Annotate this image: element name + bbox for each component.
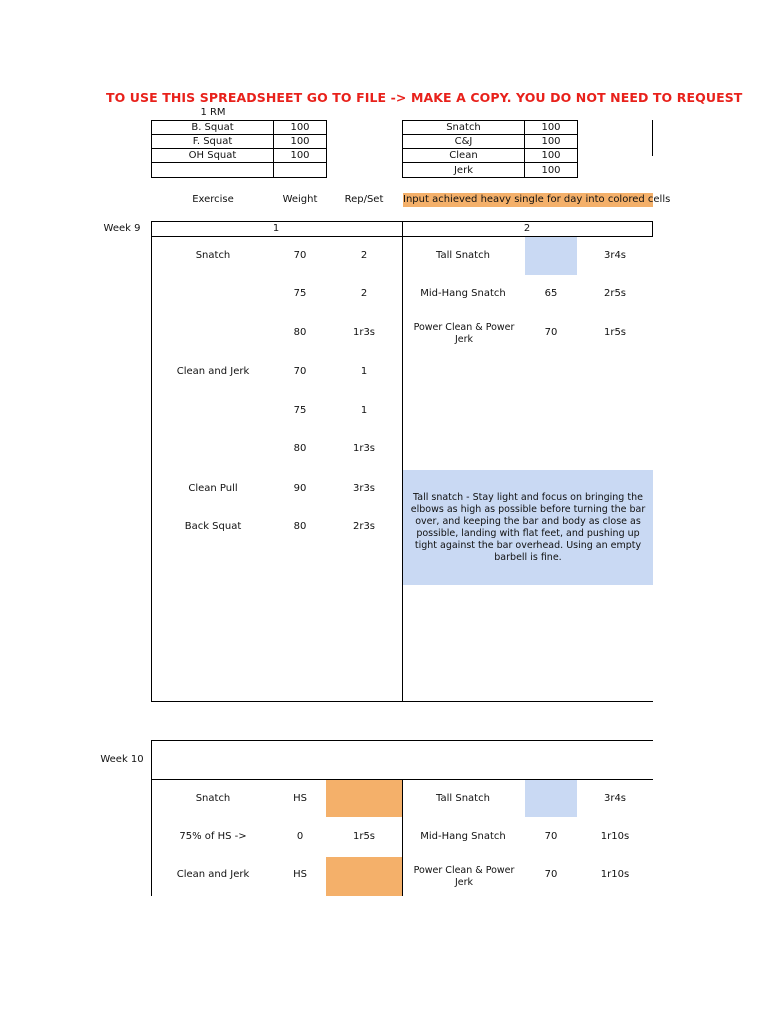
rm-value-cell[interactable]: 100 [524,120,578,135]
rm-value-cell[interactable]: 100 [524,148,578,163]
reps-cell[interactable]: 3r4s [603,793,627,804]
week10-label: Week 10 [100,754,144,765]
weight-cell[interactable]: HS [293,793,307,804]
reps-cell[interactable]: 1r5s [603,327,627,338]
reps-cell[interactable]: 1r3s [352,327,376,338]
exercise-cell[interactable]: Tall Snatch [436,250,490,261]
rm-value-cell[interactable]: 100 [524,162,578,178]
weight-cell[interactable]: 75 [293,405,307,416]
weight-cell[interactable]: 70 [544,831,558,842]
instruction-cell [403,193,671,207]
rm-label-cell[interactable]: B. Squat [151,120,274,135]
weight-cell[interactable]: 70 [293,250,307,261]
exercise-cell[interactable]: Snatch [195,250,231,261]
reps-cell[interactable]: 3r3s [352,483,376,494]
reps-cell[interactable]: 1r10s [600,831,630,842]
weight-cell[interactable]: 65 [544,288,558,299]
heavy-single-input[interactable] [525,237,577,275]
rm-value-cell[interactable] [273,162,327,178]
reps-cell[interactable]: 1 [360,405,368,416]
week9-bottom-border [151,701,653,702]
rm-title: 1 RM [200,107,226,118]
reps-cell[interactable]: 2r3s [352,521,376,532]
exercise-header: Exercise [192,194,234,205]
week10-divider [402,779,403,896]
week9-left-border [151,221,152,702]
rm-label-cell[interactable] [151,162,274,178]
instruction-banner: TO USE THIS SPREADSHEET GO TO FILE -> MAKE A COPY. YOU DO NOT NEED TO REQUEST [106,90,743,105]
instruction-text: Input achieved heavy single for day into colored cells [403,194,671,205]
weight-cell[interactable]: 80 [293,327,307,338]
heavy-single-input[interactable] [326,780,402,817]
exercise-cell[interactable]: Power Clean & Power Jerk [413,865,515,888]
reps-cell[interactable]: 1r10s [600,869,630,880]
day1-label: 1 [272,223,280,234]
heavy-single-input[interactable] [326,857,402,896]
repset-header: Rep/Set [344,194,384,205]
exercise-cell[interactable]: Mid-Hang Snatch [420,288,506,299]
exercise-cell[interactable]: Clean and Jerk [176,366,250,377]
weight-cell[interactable]: 0 [296,831,304,842]
rm-label-cell[interactable]: C&J [402,134,525,149]
sheet-edge [652,120,653,156]
weight-header: Weight [282,194,318,205]
exercise-cell[interactable]: Tall Snatch [436,793,490,804]
heavy-single-input[interactable] [525,780,577,817]
weight-cell[interactable]: 70 [293,366,307,377]
reps-cell[interactable]: 2r5s [603,288,627,299]
exercise-cell[interactable]: Snatch [195,793,231,804]
reps-cell[interactable]: 2 [360,288,368,299]
rm-value-cell[interactable]: 100 [273,134,327,149]
weight-cell[interactable]: HS [293,869,307,880]
week9-label: Week 9 [103,223,141,234]
rm-label-cell[interactable]: Snatch [402,120,525,135]
exercise-cell[interactable]: Mid-Hang Snatch [420,831,506,842]
week9-divider [402,221,403,702]
weight-cell[interactable]: 90 [293,483,307,494]
reps-cell[interactable]: 1 [360,366,368,377]
rm-label-cell[interactable]: Clean [402,148,525,163]
reps-cell[interactable]: 2 [360,250,368,261]
exercise-cell[interactable]: Clean and Jerk [176,869,250,880]
weight-cell[interactable]: 70 [544,869,558,880]
reps-cell[interactable]: 3r4s [603,250,627,261]
week9-right-border [652,221,653,237]
rm-label-cell[interactable]: OH Squat [151,148,274,163]
week10-top-border [151,740,653,741]
exercise-cell[interactable]: 75% of HS -> [179,831,247,842]
rm-value-cell[interactable]: 100 [273,148,327,163]
rm-value-cell[interactable]: 100 [273,120,327,135]
rm-value-cell[interactable]: 100 [524,134,578,149]
day2-label: 2 [523,223,531,234]
tall-snatch-note: Tall snatch - Stay light and focus on bringing the elbows as high as possible before turning the bar over, and keeping the bar and body as close as possible, landing with flat feet, and pushing up tight against the bar overhead. Using an empty barbell is fine. [403,470,653,585]
weight-cell[interactable]: 75 [293,288,307,299]
weight-cell[interactable]: 70 [544,327,558,338]
weight-cell[interactable]: 80 [293,521,307,532]
rm-label-cell[interactable]: F. Squat [151,134,274,149]
exercise-cell[interactable]: Back Squat [184,521,242,532]
reps-cell[interactable]: 1r3s [352,443,376,454]
exercise-cell[interactable]: Clean Pull [188,483,238,494]
reps-cell[interactable]: 1r5s [352,831,376,842]
rm-label-cell[interactable]: Jerk [402,162,525,178]
exercise-cell[interactable]: Power Clean & Power Jerk [413,322,515,345]
weight-cell[interactable]: 80 [293,443,307,454]
week10-left-border [151,740,152,896]
